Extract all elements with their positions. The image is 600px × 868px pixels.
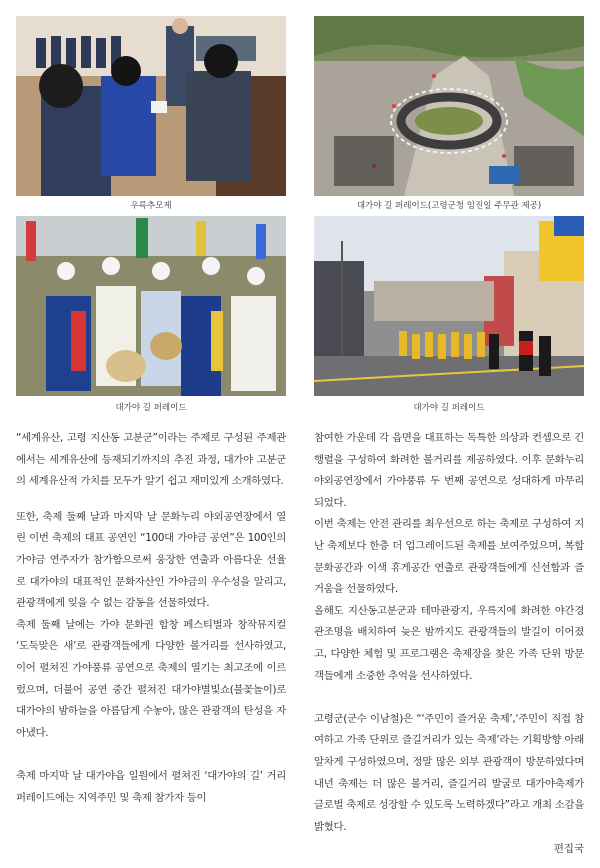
right-column — [314, 428, 584, 838]
paragraph-last-day: 축제 마지막 날 대가야읍 일원에서 펼쳐진 ‘대가야의 길’ 거리 퍼레이드에는 지역주민 및 축제 참가자 등이 — [16, 769, 286, 804]
photo-parade-drums — [16, 216, 286, 396]
paragraph-mayor-remarks: 고령군(군수 이남철)은 “‘주민이 즐거운 축제’,‘주민이 직접 참여하고 가족 단위로 즐길거리가 있는 축제’라는 기획방향 아래 알차게 구성하였으며, 정말 많은 외부 관광객이 방문하였다며 내년 축제는 더 많은 볼거리, 즐길거리 발굴로 대가야축제가 글로벌 축제로 성장할 수 있도록 노력하겠다”라고 개최 소감을 밝혔다. — [314, 712, 584, 833]
paragraph-lighting: 올해도 지산동고분군과 테마관광지, 우륵지에 화려한 야간경관조명을 배치하여 늦은 밤까지도 관광객들의 발길이 이어졌고, 다양한 체험 및 프로그램은 축제장을 찾은 가족 단위 방문객들에게 소중한 추억을 선사하였다. — [314, 604, 584, 682]
photo-caption: 대가야 길 퍼레이드(고령군청 임진일 주무관 제공) — [356, 201, 542, 211]
photo-caption: 우륵추모제 — [130, 201, 172, 211]
photo-ceremony — [16, 16, 286, 196]
photo-street-parade — [314, 216, 584, 396]
editor-credit: 편집국 — [553, 843, 584, 855]
photo-caption: 대가야 길 퍼레이드 — [413, 403, 485, 413]
paragraph-second-day: 축제 둘째 날에는 가야 문화권 합창 페스티벌과 창작뮤지컬 ‘도둑맞은 새’로 관광객들에게 다양한 볼거리를 선사하였고, 이어 펼쳐진 가야풍류 공연으로 축제의 열기는 최고조에 이르렀으며, 더불어 공연 중간 펼쳐진 대가야별빛쇼(불꽃놀이)로 대가야의 밤하늘을 아름답게 수놓아, 많은 관광객의 탄성을 자아냈다. — [16, 618, 286, 739]
paragraph-gayageum: 또한, 축제 둘째 날과 마지막 날 문화누리 야외공연장에서 열린 이번 축제의 대표 공연인 “100대 가야금 공연”은 100인의 가야금 연주자가 참가함으로써 웅장한 연출과 아름다운 선율로 대가야의 대표적인 문화자산인 가야금의 우수성을 알리고, 관광객에게 잊을 수 없는 감동을 선물하였다. — [16, 510, 286, 610]
paragraph-safety: 이번 축제는 안전 관리를 최우선으로 하는 축제로 구성하여 지난 축제보다 한층 더 업그레이드된 축제를 보여주었으며, 복합문화공간과 이색 휴게공간 연출로 관광객들에게 신선함과 즐거움을 선물하였다. — [314, 518, 584, 596]
photo-parade-aerial — [314, 16, 584, 196]
paragraph-theme-hall: “세계유산, 고령 지산동 고분군”이라는 주제로 구성된 주제관에서는 세계유산에 등재되기까지의 추진 과정, 대가야 고분군의 세계유산적 가치를 모두가 알기 쉽고 재미있게 소개하였다. — [16, 432, 286, 488]
left-column — [16, 428, 286, 809]
photo-caption: 대가야 길 퍼레이드 — [115, 403, 187, 413]
paragraph-parade: 참여한 가운데 각 읍면을 대표하는 독특한 의상과 컨셉으로 긴 행렬을 구성하여 화려한 볼거리를 제공하였다. 이후 문화누리 야외공연장에서 가야풍류 두 번째 공연으로 성대하게 마무리되었다. — [314, 432, 584, 509]
